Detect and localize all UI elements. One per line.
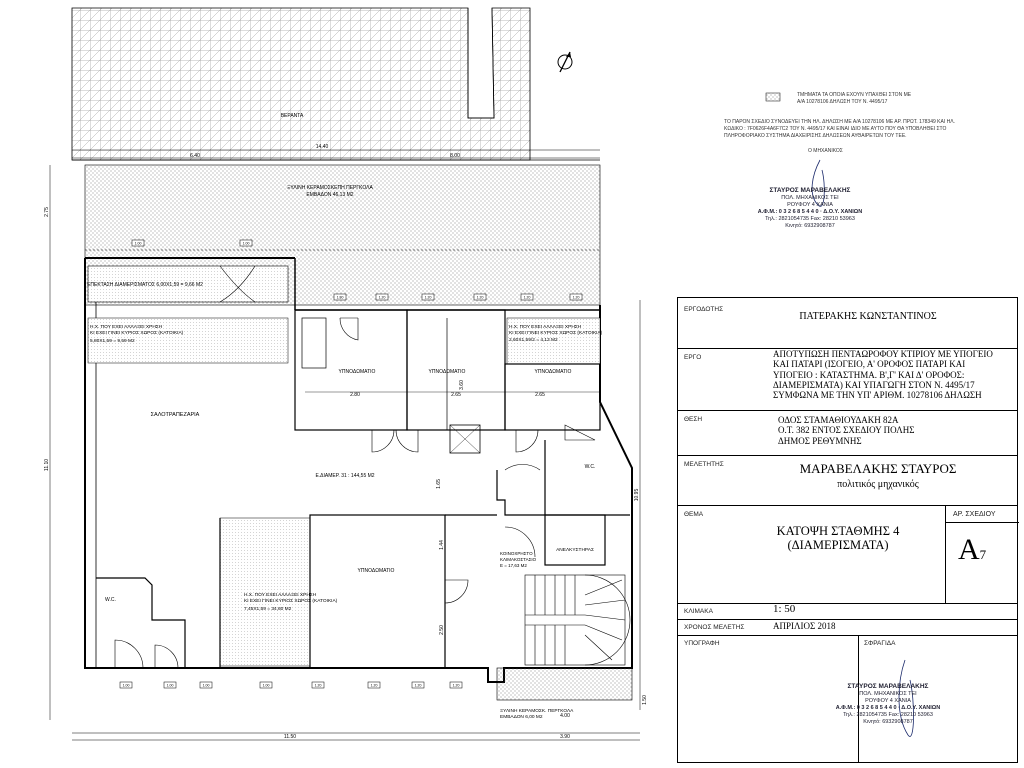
- legend-note-3: ΠΛΗΡΟΦΟΡΙΑΚΟ ΣΥΣΤΗΜΑ ΔΙΑΧΕΙΡΙΣΗΣ ΔΗΛΩΣΕΩΝ ΑΥΘΑΙΡΕΤΩΝ ΤΟΥ ΤΕΕ.: [724, 133, 907, 139]
- hatch-right-3: 2,60Χ1,59/2 = 4,13 Μ2: [509, 338, 558, 343]
- window-tag: 1.20: [572, 295, 580, 300]
- project-line-3: ΥΠΟΓΕΙΟ : ΚΑΤΑΣΤΗΜΑ. Β',Γ' ΚΑΙ Δ' ΟΡΟΦΟΣ:: [773, 369, 965, 380]
- designer-name: ΜΑΡΑΒΕΛΑΚΗΣ ΣΤΑΥΡΟΣ: [799, 461, 957, 476]
- stamp-bottom-title: ΠΟΛ. ΜΗΧΑΝΙΚΟΣ ΤΕΙ: [859, 691, 917, 698]
- signature-label: ΥΠΟΓΡΑΦΗ: [684, 640, 720, 647]
- stamp-top: [745, 187, 875, 230]
- project-line-4: ΔΙΑΜΕΡΙΣΜΑΤΑ) ΚΑΙ ΥΠΑΓΩΓΗ ΣΤΟΝ Ν. 4495/17: [773, 380, 975, 391]
- date-label: ΧΡΟΝΟΣ ΜΕΛΕΤΗΣ: [684, 624, 745, 631]
- stamp-addr: ΡΟΥΦΟΥ 4 ΧΑΝΙΑ: [787, 202, 833, 208]
- dim-h2: 1.44: [439, 540, 445, 550]
- dim-bottom-right: 3.90: [560, 734, 570, 740]
- hatch-left-1: Η.Χ. ΠΟΥ ΕΧΕΙ ΑΛΛΑΞΕΙ ΧΡΗΣΗ: [90, 325, 163, 330]
- designer-label: ΜΕΛΕΤΗΤΗΣ: [684, 461, 724, 468]
- corridor-label-1: ΚΟΙΝΟΧΡΗΣΤΟ: [500, 551, 533, 556]
- corridor-label-2: ΚΛΙΜΑΚΟΣΤΑΣΙΟ: [500, 557, 537, 562]
- dim-top-total: 14.40: [315, 144, 329, 150]
- dim-top-right: 8.00: [450, 153, 460, 159]
- dim-room-h: 3.60: [459, 380, 465, 390]
- stamp-bottom-tel: Τηλ.: 2821054735 Fax: 28210 53963: [843, 711, 933, 718]
- scale-value: 1: 50: [773, 603, 796, 615]
- stamp-bottom-afm: Α.Φ.Μ.: 0 3 2 6 8 5 4 4 0 · Δ.Ο.Υ. ΧΑΝΙΩΝ: [835, 704, 941, 711]
- window-tag: 1.00: [134, 241, 142, 246]
- legend-swatch: [766, 93, 780, 101]
- dim-bottom-total: 11.50: [283, 734, 297, 740]
- dim-left-upper: 2.75: [44, 207, 50, 217]
- living-room-label: ΣΑΛΟΤΡΑΠΕΖΑΡΙΑ: [150, 412, 200, 418]
- sheet-letter: A: [958, 533, 980, 566]
- scale-label: ΚΛΙΜΑΚΑ: [684, 608, 713, 615]
- sheet-number: [958, 533, 986, 568]
- staircase: [525, 575, 630, 665]
- legend-note-2: ΚΩΔΙΚΟ : 7F0626F4A6F7C2 ΤΟΥ Ν. 4495/17 ΚΑΙ ΕΙΝΑΙ ΙΔΙΟ ΜΕ ΑΥΤΟ ΠΟΥ ΘΑ ΥΠΟΒΛΗΘΕΙ ΣΤΟ: [724, 126, 947, 132]
- project-label: ΕΡΓΟ: [684, 354, 702, 361]
- subject-label: ΘΕΜΑ: [684, 511, 704, 518]
- legend-line-1: ΤΜΗΜΑΤΑ ΤΑ ΟΠΟΙΑ ΕΧΟΥΝ ΥΠΑΧΘΕΙ ΣΤΟΝ ΜΕ: [797, 92, 912, 98]
- stamp-title: ΠΟΛ. ΜΗΧΑΝΙΚΟΣ ΤΕΙ: [781, 195, 839, 202]
- dim-bottom-side: 1.50: [642, 695, 648, 705]
- window-tag: 1.00: [262, 683, 270, 688]
- window-tag: 1.20: [452, 683, 460, 688]
- project-line-2: ΚΑΙ ΠΑΤΑΡΙ (ΙΣΟΓΕΙΟ, Α' ΟΡΟΦΟΣ ΠΑΤΑΡΙ ΚΑΙ: [773, 359, 966, 370]
- window-tag: 1.00: [242, 241, 250, 246]
- engineer-label: Ο ΜΗΧΑΝΙΚΟΣ: [808, 148, 843, 154]
- bottom-pergola: [497, 668, 632, 700]
- bedroom-3-label: ΥΠΝΟΔΩΜΑΤΙΟ: [534, 369, 572, 375]
- sheet-box: [945, 505, 1019, 603]
- stamp-bottom-addr: ΡΟΥΦΟΥ 4 ΧΑΝΙΑ: [865, 698, 911, 704]
- pergola-top-area: ΕΜΒΑΔΟΝ 46,13 Μ2: [306, 192, 354, 198]
- pergola-bottom-label: ΞΥΛΙΝΗ ΚΕΡΑΜΟΣΚ. ΠΕΡΓΚΟΛΑ: [500, 709, 574, 714]
- window-tag: 1.20: [370, 683, 378, 688]
- window-tag: 1.20: [523, 295, 531, 300]
- location-line-1: ΟΔΟΣ ΣΤΑΜΑΘΙΟΥΔΑΚΗ 82Α: [778, 415, 899, 425]
- dim-room-w1: 2.80: [350, 392, 360, 398]
- window-tag: 1.20: [414, 683, 422, 688]
- dim-room-w3: 2.65: [535, 392, 545, 398]
- lift-label: ΑΝΕΛΚΥΣΤΗΡΑΣ: [556, 548, 594, 553]
- legend-note-1: ΤΟ ΠΑΡΟΝ ΣΧΕΔΙΟ ΣΥΝΟΔΕΥΕΙ ΤΗΝ ΗΛ. ΔΗΛΩΣΗ ΜΕ Α/Α 10278106 ΜΕ ΑΡ. ΠΡΩΤ. 178349 ΚΑΙ ΗΛ.: [724, 119, 955, 125]
- corridor-label-3: Ε = 17,63 Μ2: [500, 563, 527, 568]
- location-label: ΘΕΣΗ: [684, 416, 703, 423]
- apartment-area-label: Ε.ΔΙΑΜΕΡ. 31 : 144,55 Μ2: [315, 473, 375, 479]
- seal-label: ΣΦΡΑΓΙΔΑ: [864, 640, 896, 647]
- project-line-5: ΣΥΜΦΩΝΑ ΜΕ ΤΗΝ ΥΠ' ΑΡΙΘΜ. 10278106 ΔΗΛΩΣΗ: [773, 390, 982, 401]
- hatch-right-2: ΚΙ ΕΧΕΙ ΓΙΝΕΙ ΚΥΡΙΟΣ ΧΩΡΟΣ (ΚΑΤΟΙΚΙΑ): [509, 331, 603, 336]
- stamp-bottom: [823, 683, 953, 726]
- wc-right-label: W.C.: [584, 464, 596, 470]
- client-name: ΠΑΤΕΡΑΚΗΣ ΚΩΝΣΤΑΝΤΙΝΟΣ: [799, 311, 937, 322]
- hatch-left-3: 5,80Χ1,59 = 9,59 Μ2: [90, 339, 135, 344]
- bedroom-1-label: ΥΠΝΟΔΩΜΑΤΙΟ: [338, 369, 376, 375]
- hatch-bottom-zone: [220, 518, 310, 666]
- extension-label: ΕΠΕΚΤΑΣΗ ΔΙΑΜΕΡΙΣΜΑΤΟΣ 6,00Χ1,59 = 9,66 Μ2: [87, 282, 203, 288]
- window-tag: 1.20: [378, 295, 386, 300]
- hatch-bottom-2: ΚΙ ΕΧΕΙ ΓΙΝΕΙ ΚΥΡΙΟΣ ΧΩΡΟΣ (ΚΑΤΟΙΚΙΑ): [244, 599, 338, 604]
- dim-left-main: 11.10: [44, 458, 50, 472]
- veranda-label: ΒΕΡΑΝΤΑ: [280, 113, 304, 119]
- location-line-3: ΔΗΜΟΣ ΡΕΘΥΜΝΗΣ: [778, 435, 862, 446]
- location-text: [778, 415, 998, 446]
- bedroom-4-label: ΥΠΝΟΔΩΜΑΤΙΟ: [357, 568, 395, 574]
- sheet-label: ΑΡ. ΣΧΕΔΙΟΥ: [953, 511, 996, 518]
- dim-top-left: 6.40: [190, 153, 200, 159]
- dim-room-w2: 2.65: [451, 392, 461, 398]
- designer-role: πολιτικός μηχανικός: [837, 479, 919, 490]
- hatch-left-2: ΚΙ ΕΧΕΙ ΓΙΝΕΙ ΚΥΡΙΟΣ ΧΩΡΟΣ (ΚΑΤΟΙΚΙΑ): [90, 331, 184, 336]
- veranda-tiles: [72, 8, 530, 160]
- date-value: ΑΠΡΙΛΙΟΣ 2018: [773, 621, 836, 631]
- subject-text: [738, 524, 938, 553]
- hatch-bottom-1: Η.Χ. ΠΟΥ ΕΧΕΙ ΑΛΛΑΞΕΙ ΧΡΗΣΗ: [244, 593, 317, 598]
- bedroom-2-label: ΥΠΝΟΔΩΜΑΤΙΟ: [428, 369, 466, 375]
- lift-shaft: [545, 515, 605, 565]
- legend-line-2: Α/Α 10278106 ΔΗΛΩΣΗ ΤΟΥ Ν. 4495/17: [797, 99, 888, 105]
- stamp-mob: Κινητό: 6932908787: [785, 222, 835, 229]
- window-tag: 1.00: [166, 683, 174, 688]
- stamp-bottom-mob: Κινητό: 6932908787: [863, 718, 913, 725]
- stamp-bottom-name: ΣΤΑΥΡΟΣ ΜΑΡΑΒΕΛΑΚΗΣ: [847, 683, 929, 690]
- sheet-num: 7: [979, 547, 987, 562]
- pergola-top-label: ΞΥΛΙΝΗ ΚΕΡΑΜΟΣΚΕΠΗ ΠΕΡΓΚΟΛΑ: [287, 185, 373, 191]
- project-line-1: ΑΠΟΤΥΠΩΣΗ ΠΕΝΤΑΩΡΟΦΟΥ ΚΤΙΡΙΟΥ ΜΕ ΥΠΟΓΕΙΟ: [773, 349, 993, 359]
- window-tag: 1.80: [336, 295, 344, 300]
- dim-corridor: 1.65: [436, 479, 442, 489]
- window-tags: [120, 240, 582, 688]
- dim-pergola-w: 4.00: [560, 713, 570, 719]
- pergola-bottom-area: ΕΜΒΑΔΟΝ 6,00 Μ2: [500, 715, 543, 720]
- subject-line-1: ΚΑΤΟΨΗ ΣΤΑΘΜΗΣ 4: [776, 524, 900, 538]
- window-tag: 1.20: [476, 295, 484, 300]
- dim-h3: 2.50: [439, 625, 445, 635]
- client-label: ΕΡΓΟΔΟΤΗΣ: [684, 306, 724, 313]
- window-tag: 1.00: [122, 683, 130, 688]
- window-tag: 1.00: [202, 683, 210, 688]
- hatch-right-1: Η.Χ. ΠΟΥ ΕΧΕΙ ΑΛΛΑΞΕΙ ΧΡΗΣΗ: [509, 325, 582, 330]
- hatch-bottom-3: 7,45Χ1,59 = 34,60 Μ2: [244, 607, 292, 612]
- dim-right-main: 10.95: [634, 488, 640, 502]
- stamp-afm: Α.Φ.Μ.: 0 3 2 6 8 5 4 4 0 · Δ.Ο.Υ. ΧΑΝΙΩΝ: [757, 208, 863, 215]
- location-line-2: Ο.Τ. 382 ΕΝΤΟΣ ΣΧΕΔΙΟΥ ΠΟΛΗΣ: [778, 425, 915, 436]
- north-arrow-icon: [558, 52, 572, 72]
- wc-left-label: W.C.: [105, 597, 116, 603]
- stamp-name: ΣΤΑΥΡΟΣ ΜΑΡΑΒΕΛΑΚΗΣ: [769, 187, 851, 194]
- title-block: [677, 297, 1018, 763]
- subject-line-2: (ΔΙΑΜΕΡΙΣΜΑΤΑ): [787, 538, 889, 553]
- bedroom-4: [310, 515, 445, 668]
- window-tag: 1.20: [424, 295, 432, 300]
- stamp-tel: Τηλ.: 2821054735 Fax: 28210 53963: [765, 215, 855, 222]
- project-text: [773, 349, 1018, 401]
- window-tag: 1.20: [314, 683, 322, 688]
